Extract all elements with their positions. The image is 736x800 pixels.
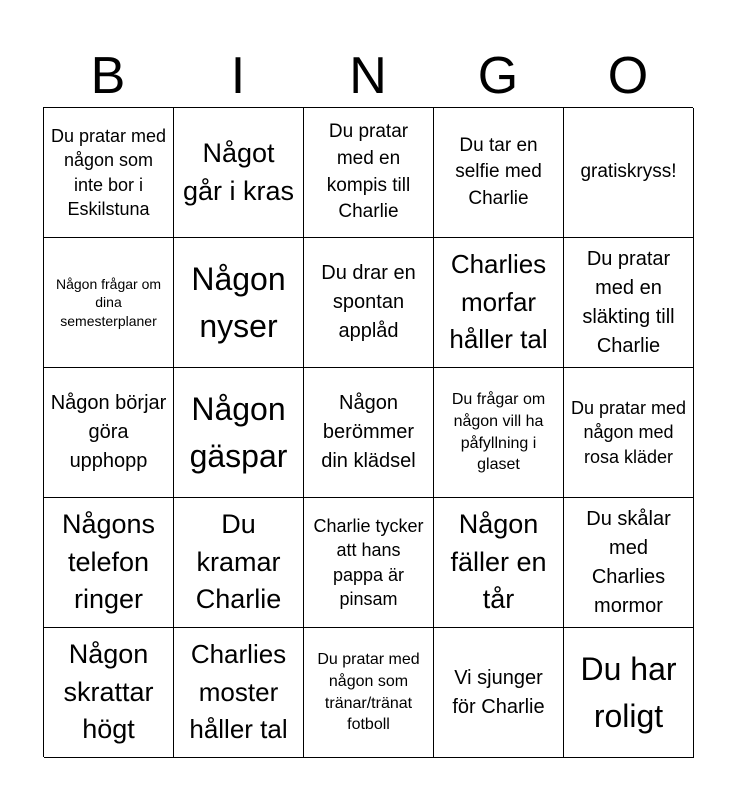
bingo-cell[interactable]: Något går i kras (174, 108, 304, 238)
header-letter-b: B (90, 47, 126, 105)
bingo-cell[interactable]: Du drar en spontan applåd (304, 238, 434, 368)
bingo-cell[interactable]: Någon berömmer din klädsel (304, 368, 434, 498)
bingo-cell[interactable]: Du skålar med Charlies mormor (564, 498, 694, 628)
bingo-cell[interactable]: Du har roligt (564, 628, 694, 758)
bingo-cell[interactable]: Charlie tycker att hans pappa är pinsam (304, 498, 434, 628)
bingo-cell[interactable]: Du tar en selfie med Charlie (434, 108, 564, 238)
bingo-cell[interactable]: Du pratar med en kompis till Charlie (304, 108, 434, 238)
bingo-cell[interactable]: Någon frågar om dina semesterplaner (44, 238, 174, 368)
bingo-cell[interactable]: Någon nyser (174, 238, 304, 368)
bingo-cell[interactable]: Charlies moster håller tal (174, 628, 304, 758)
header-letter-n: N (349, 47, 387, 105)
header-letter-o: O (607, 47, 649, 105)
bingo-cell[interactable]: gratiskryss! (564, 108, 694, 238)
bingo-cell[interactable]: Någon skrattar högt (44, 628, 174, 758)
bingo-cell[interactable]: Du kramar Charlie (174, 498, 304, 628)
bingo-cell[interactable]: Du frågar om någon vill ha påfyllning i glaset (434, 368, 564, 498)
bingo-cell[interactable]: Vi sjunger för Charlie (434, 628, 564, 758)
bingo-cell[interactable]: Charlies morfar håller tal (434, 238, 564, 368)
bingo-header (43, 44, 693, 108)
bingo-cell[interactable]: Någons telefon ringer (44, 498, 174, 628)
bingo-cell[interactable]: Du pratar med någon som inte bor i Eskilstuna (44, 108, 174, 238)
bingo-cell[interactable]: Någon fäller en tår (434, 498, 564, 628)
bingo-cell[interactable]: Någon börjar göra upphopp (44, 368, 174, 498)
bingo-cell[interactable]: Du pratar med någon som tränar/tränat fotboll (304, 628, 434, 758)
bingo-cell[interactable]: Du pratar med en släkting till Charlie (564, 238, 694, 368)
bingo-cell[interactable]: Du pratar med någon med rosa kläder (564, 368, 694, 498)
bingo-grid (43, 107, 693, 757)
bingo-cell[interactable]: Någon gäspar (174, 368, 304, 498)
header-letter-g: G (477, 47, 519, 105)
header-letter-i: I (230, 47, 246, 105)
